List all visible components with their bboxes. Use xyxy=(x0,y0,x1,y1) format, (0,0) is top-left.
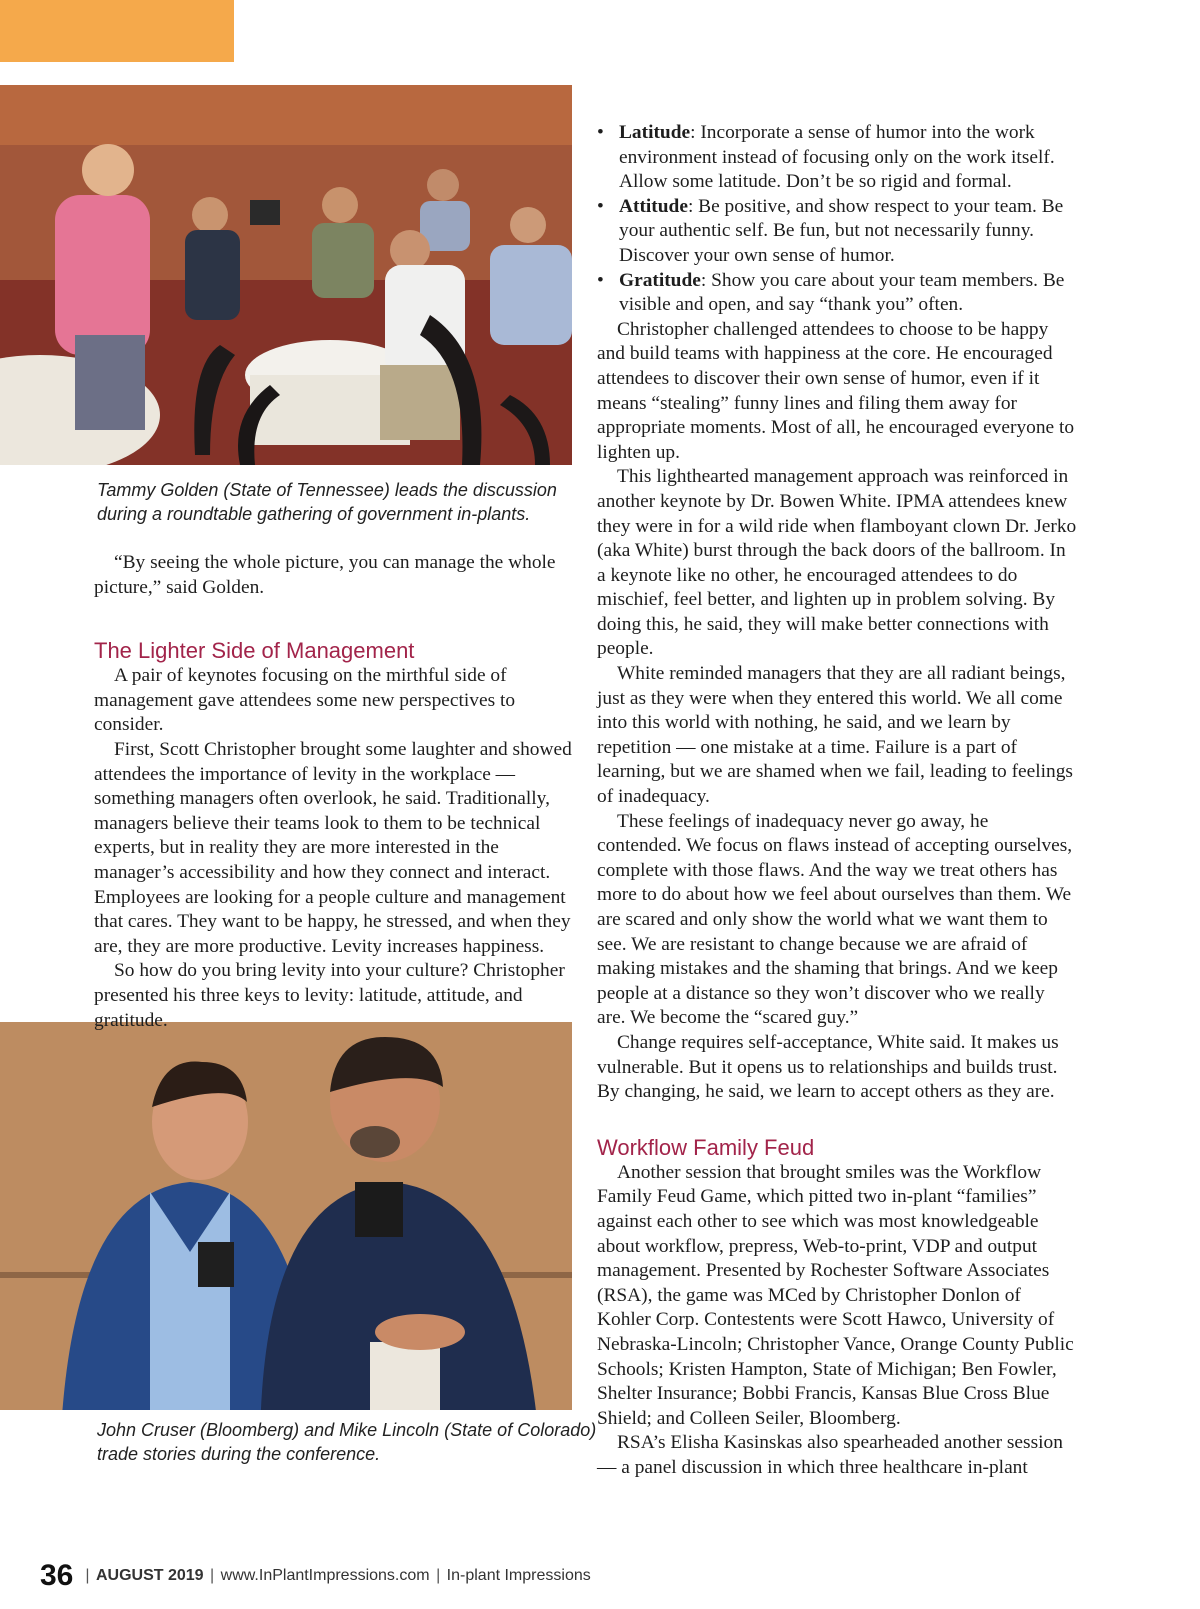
footer-separator: | xyxy=(436,1567,441,1584)
bullet-term: Attitude xyxy=(619,195,688,217)
bullet-text: : Show you care about your team members. Be visible and open, and say “thank you” often. xyxy=(619,269,1065,316)
photo-caption-top: Tammy Golden (State of Tennessee) leads the discussion during a roundtable gathering of government in-plants. xyxy=(97,480,557,524)
bowen-white-paragraph: This lighthearted management approach was reinforced in another keynote by Dr. Bowen White. IPMA attendees knew they were in for a wild ride when flamboyant clown Dr. Jerko (aka White) burst through the back doors of the ballroom. In a keynote like no other, he encouraged attendees to do mischief, feel better, and lighten up in problem solving. By doing this, he said, they will make better connections with people. xyxy=(597,466,1077,660)
footer-separator: | xyxy=(85,1567,90,1584)
photo-roundtable xyxy=(0,85,572,465)
roundtable-discussion-photo xyxy=(0,85,572,465)
radiant-beings-paragraph: White reminded managers that they are all radiant beings, just as they were when they entered this world. We all come into this world with nothing, he said, and we learn by repetition — one mistake at a time. Failure is a part of learning, but we are shamed when we fail, leading to feelings of inadequacy. xyxy=(597,663,1073,808)
lighter-side-heading: The Lighter Side of Management xyxy=(94,638,415,664)
inadequacy-paragraph: These feelings of inadequacy never go away, he contended. We focus on flaws instead of accepting ourselves, complete with those flaws. And the way we treat others has more to do about how we feel about ourselves than them. We are scared and only show the world what we want them to see. We are resistant to change because we are afraid of making mistakes and the shaming that brings. And we keep people at a distance so they won’t discover who we really are. We become the “scared guy.” xyxy=(597,810,1073,1029)
photo-caption-bottom: John Cruser (Bloomberg) and Mike Lincoln (State of Colorado) trade stories during the conference. xyxy=(97,1420,597,1464)
publication-name: In-plant Impressions xyxy=(446,1567,591,1584)
golden-quote-paragraph: “By seeing the whole picture, you can manage the whole picture,” said Golden. xyxy=(94,552,556,598)
page-footer xyxy=(40,1556,591,1596)
bullet-term: Latitude xyxy=(619,122,691,143)
issue-date: AUGUST 2019 xyxy=(95,1567,204,1584)
bullet-term: Gratitude xyxy=(619,269,701,291)
self-acceptance-paragraph: Change requires self-acceptance, White said. It makes us vulnerable. But it opens us to relationships and builds trust. By changing, he said, we learn to accept others as they are. xyxy=(597,1031,1059,1103)
left-column xyxy=(94,551,572,1033)
christopher-paragraph: First, Scott Christopher brought some laughter and showed attendees the importance of levity in the workplace — something managers often overlook, he said. Traditionally, managers believe their teams look to them to be technical experts, but in reality they are more interested in the manager’s accessibility and how they connect and interact. Employees are looking for a people culture and management that cares. They want to be happy, he stressed, and when they are, they are more productive. Levity increases happiness. xyxy=(94,738,572,957)
family-feud-heading: Workflow Family Feud xyxy=(597,1134,815,1160)
website-link[interactable]: www.InPlantImpressions.com xyxy=(220,1567,430,1584)
two-men-conversation-photo xyxy=(0,1022,572,1410)
footer-info xyxy=(83,1567,590,1585)
right-column xyxy=(597,121,1077,1480)
list-item xyxy=(597,121,1077,195)
keynotes-intro-paragraph: A pair of keynotes focusing on the mirthful side of management gave attendees some new perspectives to consider. xyxy=(94,665,516,736)
happiness-paragraph: Christopher challenged attendees to choose to be happy and build teams with happiness at the core. He encouraged attendees to discover their own sense of humor, even if it means “stealing” funny lines and filing them away for appropriate moments. Most of all, he encouraged everyone to lighten up. xyxy=(597,318,1075,463)
page-number: 36 xyxy=(40,1559,74,1592)
section-color-tab xyxy=(0,0,234,62)
footer-separator: | xyxy=(210,1567,215,1584)
list-item xyxy=(597,195,1077,269)
levity-keys-paragraph: So how do you bring levity into your culture? Christopher presented his three keys to levity: latitude, attitude, and gratitude. xyxy=(94,960,565,1031)
levity-keys-list xyxy=(597,121,1077,318)
photo-conversation xyxy=(0,1022,572,1410)
bullet-text: : Incorporate a sense of humor into the work environment instead of focusing only on the work itself. Allow some latitude. Don’t be so rigid and formal. xyxy=(619,122,1055,193)
list-item xyxy=(597,269,1077,318)
family-feud-paragraph: Another session that brought smiles was the Workflow Family Feud Game, which pitted two in-plant “families” against each other to see which was most knowledgeable about workflow, prepress, Web-to-print, VDP and output management. Presented by Rochester Software Associates (RSA), the game was MCed by Christopher Donlon of Kohler Corp. Contestents were Scott Hawco, University of Nebraska-Lincoln; Christopher Vance, Orange County Public Schools; Kristen Hampton, State of Michigan; Ben Fowler, Shelter Insurance; Bobbi Francis, Kansas Blue Cross Blue Shield; and Colleen Seiler, Bloomberg. xyxy=(597,1161,1074,1429)
rsa-panel-paragraph: RSA’s Elisha Kasinskas also spearheaded another session — a panel discussion in which three healthcare in-plant xyxy=(597,1432,1063,1478)
bullet-text: : Be positive, and show respect to your team. Be your authentic self. Be fun, but not necessarily funny. Discover your own sense of humor. xyxy=(619,195,1064,266)
